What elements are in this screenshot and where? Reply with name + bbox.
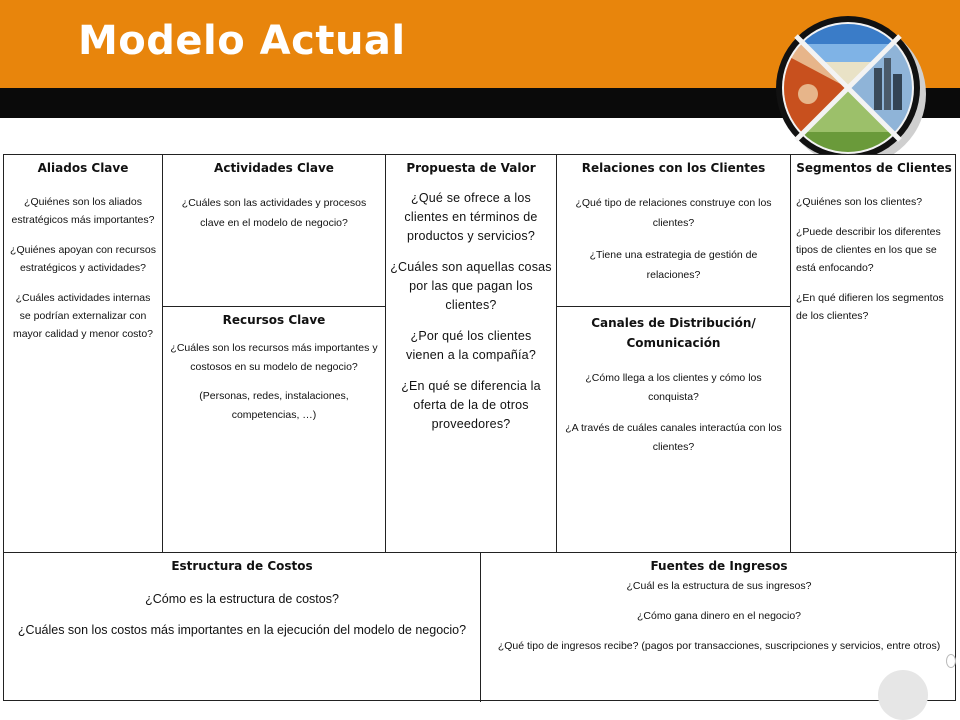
- customer-relationships-heading: Relaciones con los Clientes: [581, 161, 766, 175]
- value-proposition-q4: ¿En qué se diferencia la oferta de la de otros proveedores?: [401, 379, 541, 431]
- channels-q2: ¿A través de cuáles canales interactúa con los clientes?: [565, 422, 782, 453]
- key-activities-block: [163, 155, 385, 233]
- revenue-streams-block: [481, 553, 957, 655]
- key-resources-block: [163, 307, 385, 425]
- key-partners-q3: ¿Cuáles actividades internas se podrían externalizar con mayor calidad y menor costo?: [12, 292, 154, 340]
- channels-heading: Canales de Distribución/ Comunicación: [591, 316, 756, 350]
- value-proposition-q1: ¿Qué se ofrece a los clientes en términos de productos y servicios?: [404, 191, 538, 243]
- key-activities-heading: Actividades Clave: [214, 161, 334, 175]
- key-resources-heading: Recursos Clave: [222, 313, 326, 327]
- cost-structure-heading: Estructura de Costos: [171, 559, 313, 573]
- value-proposition-block: [386, 155, 556, 434]
- customer-relationships-q2: ¿Tiene una estrategia de gestión de relaciones?: [589, 249, 758, 281]
- key-partners-q1: ¿Quiénes son los aliados estratégicos más importantes?: [11, 196, 155, 226]
- decorative-circle: [878, 670, 928, 720]
- customer-relationships-block: [557, 155, 790, 285]
- customer-segments-block: [791, 155, 957, 325]
- cost-structure-block: [4, 553, 480, 641]
- channels-block: [557, 307, 790, 457]
- customer-segments-heading: Segmentos de Clientes: [796, 161, 952, 175]
- value-proposition-q2: ¿Cuáles son aquellas cosas por las que pagan los clientes?: [390, 260, 552, 312]
- customer-segments-q1: ¿Quiénes son los clientes?: [796, 196, 923, 208]
- key-activities-q1: ¿Cuáles son las actividades y procesos clave en el modelo de negocio?: [181, 197, 367, 229]
- decorative-mark: [946, 654, 956, 668]
- cost-structure-q2: ¿Cuáles son los costos más importantes en la ejecución del modelo de negocio?: [17, 623, 467, 637]
- key-partners-q2: ¿Quiénes apoyan con recursos estratégicos y actividades?: [10, 244, 156, 274]
- cost-structure-q1: ¿Cómo es la estructura de costos?: [145, 592, 339, 606]
- revenue-streams-heading: Fuentes de Ingresos: [650, 559, 788, 573]
- customer-segments-q2: ¿Puede describir los diferentes tipos de clientes en los que se está enfocando?: [796, 226, 941, 274]
- key-resources-q2: (Personas, redes, instalaciones, competencias, …): [199, 390, 349, 421]
- revenue-streams-q2: ¿Cómo gana dinero en el negocio?: [636, 610, 802, 622]
- revenue-streams-q1: ¿Cuál es la estructura de sus ingresos?: [626, 580, 812, 592]
- value-proposition-q3: ¿Por qué los clientes vienen a la compañía?: [406, 329, 536, 362]
- business-model-canvas: [3, 154, 956, 701]
- value-proposition-heading: Propuesta de Valor: [406, 161, 536, 175]
- customer-relationships-q1: ¿Qué tipo de relaciones construye con los clientes?: [575, 197, 772, 229]
- revenue-streams-q3: ¿Qué tipo de ingresos recibe? (pagos por transacciones, suscripciones y servicios, entre otros): [497, 640, 941, 652]
- channels-q1: ¿Cómo llega a los clientes y cómo los conquista?: [585, 372, 762, 403]
- key-partners-block: [4, 155, 162, 343]
- key-resources-q1: ¿Cuáles son los recursos más importantes y costosos en su modelo de negocio?: [170, 342, 378, 373]
- customer-segments-q3: ¿En qué difieren los segmentos de los clientes?: [796, 292, 944, 322]
- key-partners-heading: Aliados Clave: [37, 161, 129, 175]
- travel-collage-circle-icon: [766, 14, 926, 174]
- slide-title: Modelo Actual: [78, 18, 406, 64]
